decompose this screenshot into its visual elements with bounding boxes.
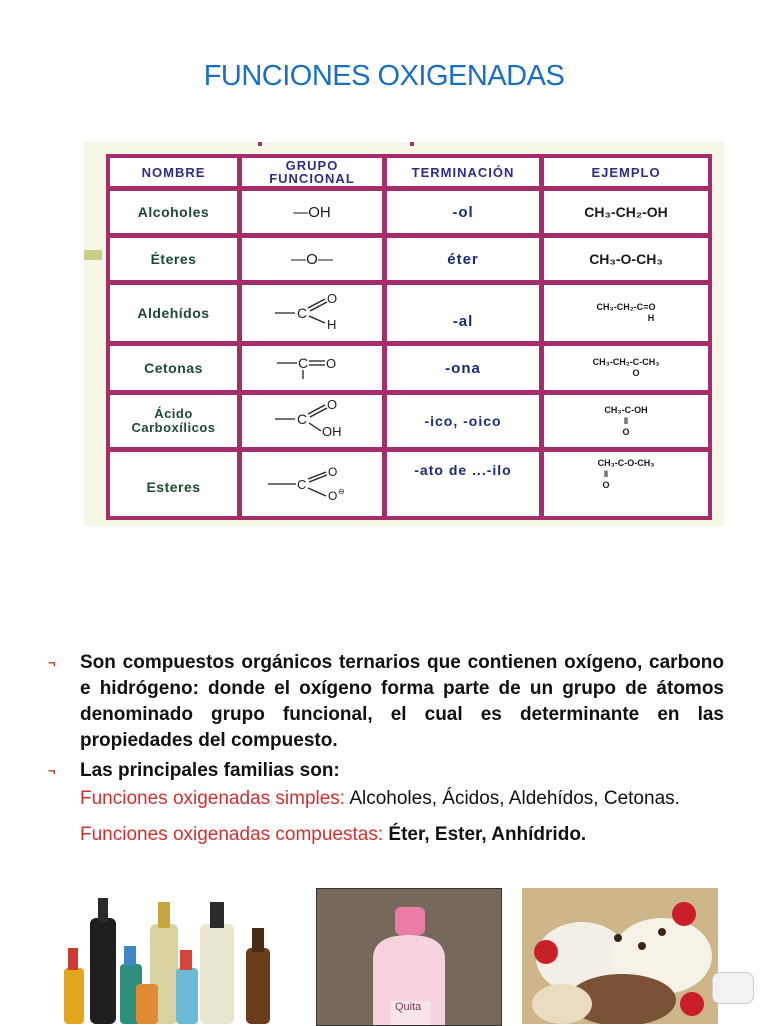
svg-text:OH: OH — [322, 423, 342, 439]
svg-text:C: C — [297, 476, 307, 492]
carboxyl-group-icon — [267, 399, 357, 439]
header-example: EJEMPLO — [543, 157, 709, 187]
table-row — [109, 284, 709, 342]
cell-name: Éteres — [109, 237, 238, 281]
cell-example: CH₃-CH₂-OH — [543, 190, 709, 234]
cell-ending: -ato de ...-ilo — [386, 451, 540, 517]
description-text — [48, 650, 724, 850]
bottle-label: Quita — [395, 1001, 422, 1013]
table-row — [109, 190, 709, 234]
svg-text:O: O — [327, 290, 338, 306]
cell-group — [241, 345, 383, 391]
svg-text:C: C — [297, 304, 308, 321]
ketone-group-icon — [267, 349, 357, 383]
cell-group: —OH — [241, 190, 383, 234]
ice-cream-photo — [522, 888, 718, 1024]
cell-name: Esteres — [109, 451, 238, 517]
cell-example: CH₃-O-CH₃ — [543, 237, 709, 281]
decor-dot — [258, 142, 262, 146]
functional-groups-figure — [84, 142, 724, 526]
svg-text:O: O — [328, 488, 338, 503]
bullet-marker: ¬ — [48, 655, 56, 670]
svg-text:O: O — [328, 464, 338, 479]
nail-remover-photo — [316, 888, 502, 1026]
cell-name: Aldehídos — [109, 284, 238, 342]
table-row — [109, 237, 709, 281]
functional-groups-table — [106, 154, 712, 520]
bullet-marker: ¬ — [48, 763, 56, 778]
corner-watermark — [712, 972, 754, 1004]
svg-text:O: O — [327, 398, 338, 412]
cell-example: CH₃-C-O-CH₃ ‖ O — [543, 451, 709, 517]
aldehyde-group-icon — [267, 291, 357, 331]
cell-ending: -ona — [386, 345, 540, 391]
compound-functions-line: Funciones oxigenadas compuestas: Éter, Ester, Anhídrido. — [80, 824, 587, 845]
cell-group: —O— — [241, 237, 383, 281]
cell-ending: éter — [386, 237, 540, 281]
svg-text:C: C — [298, 354, 309, 371]
header-name: NOMBRE — [109, 157, 238, 187]
cell-name: Alcoholes — [109, 190, 238, 234]
svg-text:H: H — [327, 316, 337, 331]
cell-example: CH₃-CH₂-C-CH₃ O — [543, 345, 709, 391]
table-row — [109, 345, 709, 391]
table-row — [109, 394, 709, 448]
cell-ending: -ol — [386, 190, 540, 234]
cell-example: CH₃-C-OH ‖ O — [543, 394, 709, 448]
cell-example: CH₃-CH₂-C=O H — [543, 284, 709, 342]
page-title: FUNCIONES OXIGENADAS — [203, 60, 565, 92]
decor-bar — [84, 250, 102, 260]
svg-text:C: C — [297, 410, 308, 427]
simple-functions-line: Funciones oxigenadas simples: Alcoholes, Ácidos, Aldehídos, Cetonas. — [80, 788, 680, 809]
bottles-photo — [50, 888, 282, 1024]
header-ending: TERMINACIÓN — [386, 157, 540, 187]
svg-text:⊖: ⊖ — [338, 486, 345, 496]
ester-group-icon — [262, 460, 362, 504]
header-group: GRUPO FUNCIONAL — [241, 157, 383, 187]
cell-ending: -al — [386, 284, 540, 342]
cell-name: Cetonas — [109, 345, 238, 391]
cell-group — [241, 394, 383, 448]
list-item: ¬ Las principales familias son: — [48, 758, 724, 784]
cell-name: Ácido Carboxílicos — [109, 394, 238, 448]
svg-text:O: O — [326, 355, 337, 371]
list-item: ¬ Son compuestos orgánicos ternarios que contienen oxígeno, carbono e hidrógeno: donde el oxígeno forma parte de un grupo de átomos denominado grupo funcional, el cual es determinante en las propiedades del compuesto. — [48, 652, 724, 751]
cell-ending: -ico, -oico — [386, 394, 540, 448]
cell-group — [241, 451, 383, 517]
table-row — [109, 451, 709, 517]
decor-dot — [410, 142, 414, 146]
cell-group — [241, 284, 383, 342]
